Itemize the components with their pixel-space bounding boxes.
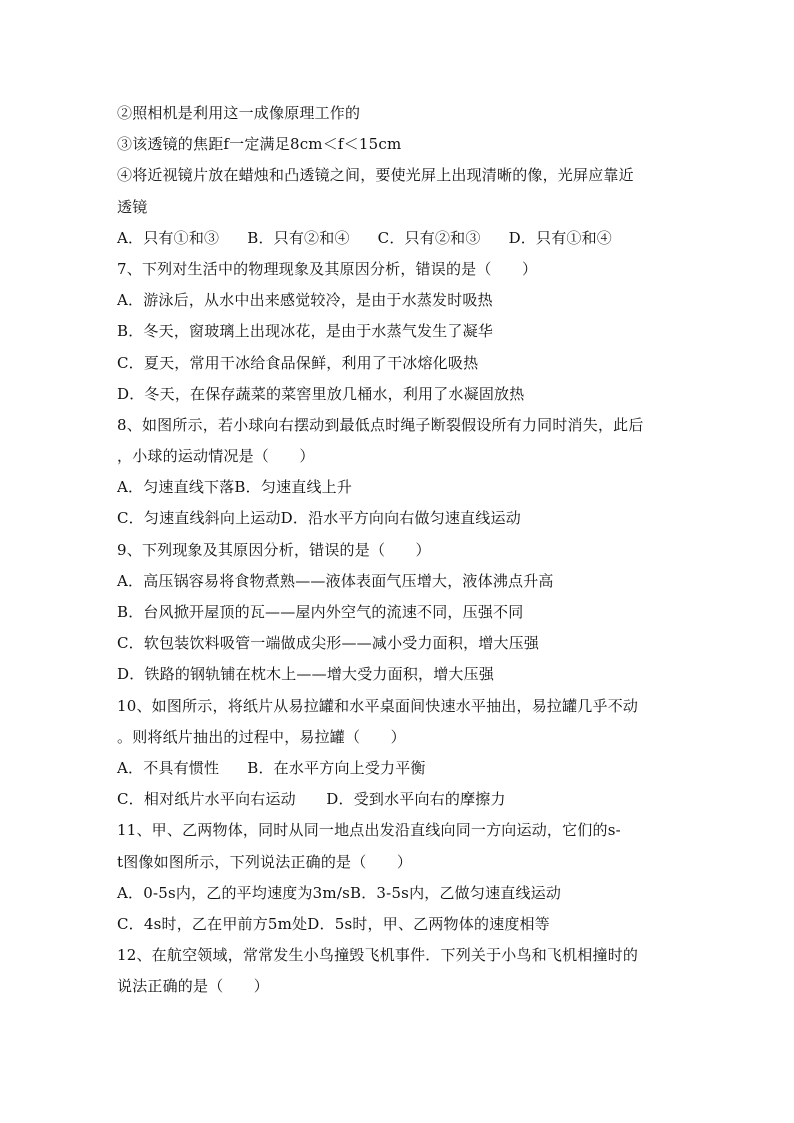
text-line: 。则将纸片抽出的过程中，易拉罐（ ） <box>117 727 406 746</box>
question-text-block <box>117 98 687 1002</box>
q10-option-a: A．不具有惯性 <box>117 758 220 777</box>
text-line: B．冬天，窗玻璃上出现冰花，是由于水蒸气发生了凝华 <box>117 322 494 341</box>
question-12-stem: 12、在航空领域，常常发生小鸟撞毁飞机事件．下列关于小鸟和飞机相撞时的 <box>117 946 639 965</box>
text-line: D．铁路的钢轨铺在枕木上——增大受力面积，增大压强 <box>117 665 495 684</box>
text-line: ，小球的运动情况是（ ） <box>117 447 315 466</box>
q10-option-b: B．在水平方向上受力平衡 <box>247 758 426 777</box>
q6-option-b: B．只有②和④ <box>247 228 350 247</box>
question-8-stem: 8、如图所示，若小球向右摆动到最低点时绳子断裂假设所有力同时消失，此后 <box>117 415 644 434</box>
text-line: ②照相机是利用这一成像原理工作的 <box>117 104 361 122</box>
text-line: 说法正确的是（ ） <box>117 977 270 996</box>
text-line: C．4s时，乙在甲前方5m处D．5s时，甲、乙两物体的速度相等 <box>117 914 550 933</box>
text-line: ④将近视镜片放在蜡烛和凸透镜之间，要使光屏上出现清晰的像，光屏应靠近 <box>117 166 634 185</box>
question-10-stem: 10、如图所示，将纸片从易拉罐和水平桌面间快速水平抽出，易拉罐几乎不动 <box>117 696 639 715</box>
question-11-stem: 11、甲、乙两物体，同时从同一地点出发沿直线向同一方向运动，它们的s- <box>117 821 621 840</box>
text-line: t图像如图所示，下列说法正确的是（ ） <box>117 852 413 871</box>
text-line: ③该透镜的焦距f一定满足8cm＜f＜15cm <box>117 135 402 154</box>
text-line: A．游泳后，从水中出来感觉较冷，是由于水蒸发时吸热 <box>117 291 493 310</box>
text-line: A．匀速直线下落B．匀速直线上升 <box>117 478 353 497</box>
question-7-stem: 7、下列对生活中的物理现象及其原因分析，错误的是（ ） <box>117 259 538 278</box>
text-line: 透镜 <box>117 197 148 216</box>
question-9-stem: 9、下列现象及其原因分析，错误的是（ ） <box>117 540 431 559</box>
q6-option-c: C．只有②和③ <box>377 228 481 247</box>
q6-option-d: D．只有①和④ <box>508 228 612 247</box>
text-line: C．夏天，常用干冰给食品保鲜，利用了干冰熔化吸热 <box>117 353 479 372</box>
text-line: C．软包装饮料吸管一端做成尖形——减小受力面积，增大压强 <box>117 634 540 653</box>
text-line: B．台风掀开屋顶的瓦——屋内外空气的流速不同，压强不同 <box>117 603 524 621</box>
q6-option-a: A．只有①和③ <box>117 228 220 247</box>
q6-options-row <box>117 223 687 254</box>
text-line: C．匀速直线斜向上运动D．沿水平方向向右做匀速直线运动 <box>117 509 521 528</box>
text-line: D．冬天，在保存蔬菜的菜窖里放几桶水，利用了水凝固放热 <box>117 384 525 403</box>
text-line: C．相对纸片水平向右运动 D．受到水平向右的摩擦力 <box>117 790 506 809</box>
text-line: A．高压锅容易将食物煮熟——液体表面气压增大，液体沸点升高 <box>117 571 554 590</box>
q10-options-row <box>117 753 687 784</box>
text-line: A．0-5s内，乙的平均速度为3m/sB．3-5s内，乙做匀速直线运动 <box>117 883 562 902</box>
